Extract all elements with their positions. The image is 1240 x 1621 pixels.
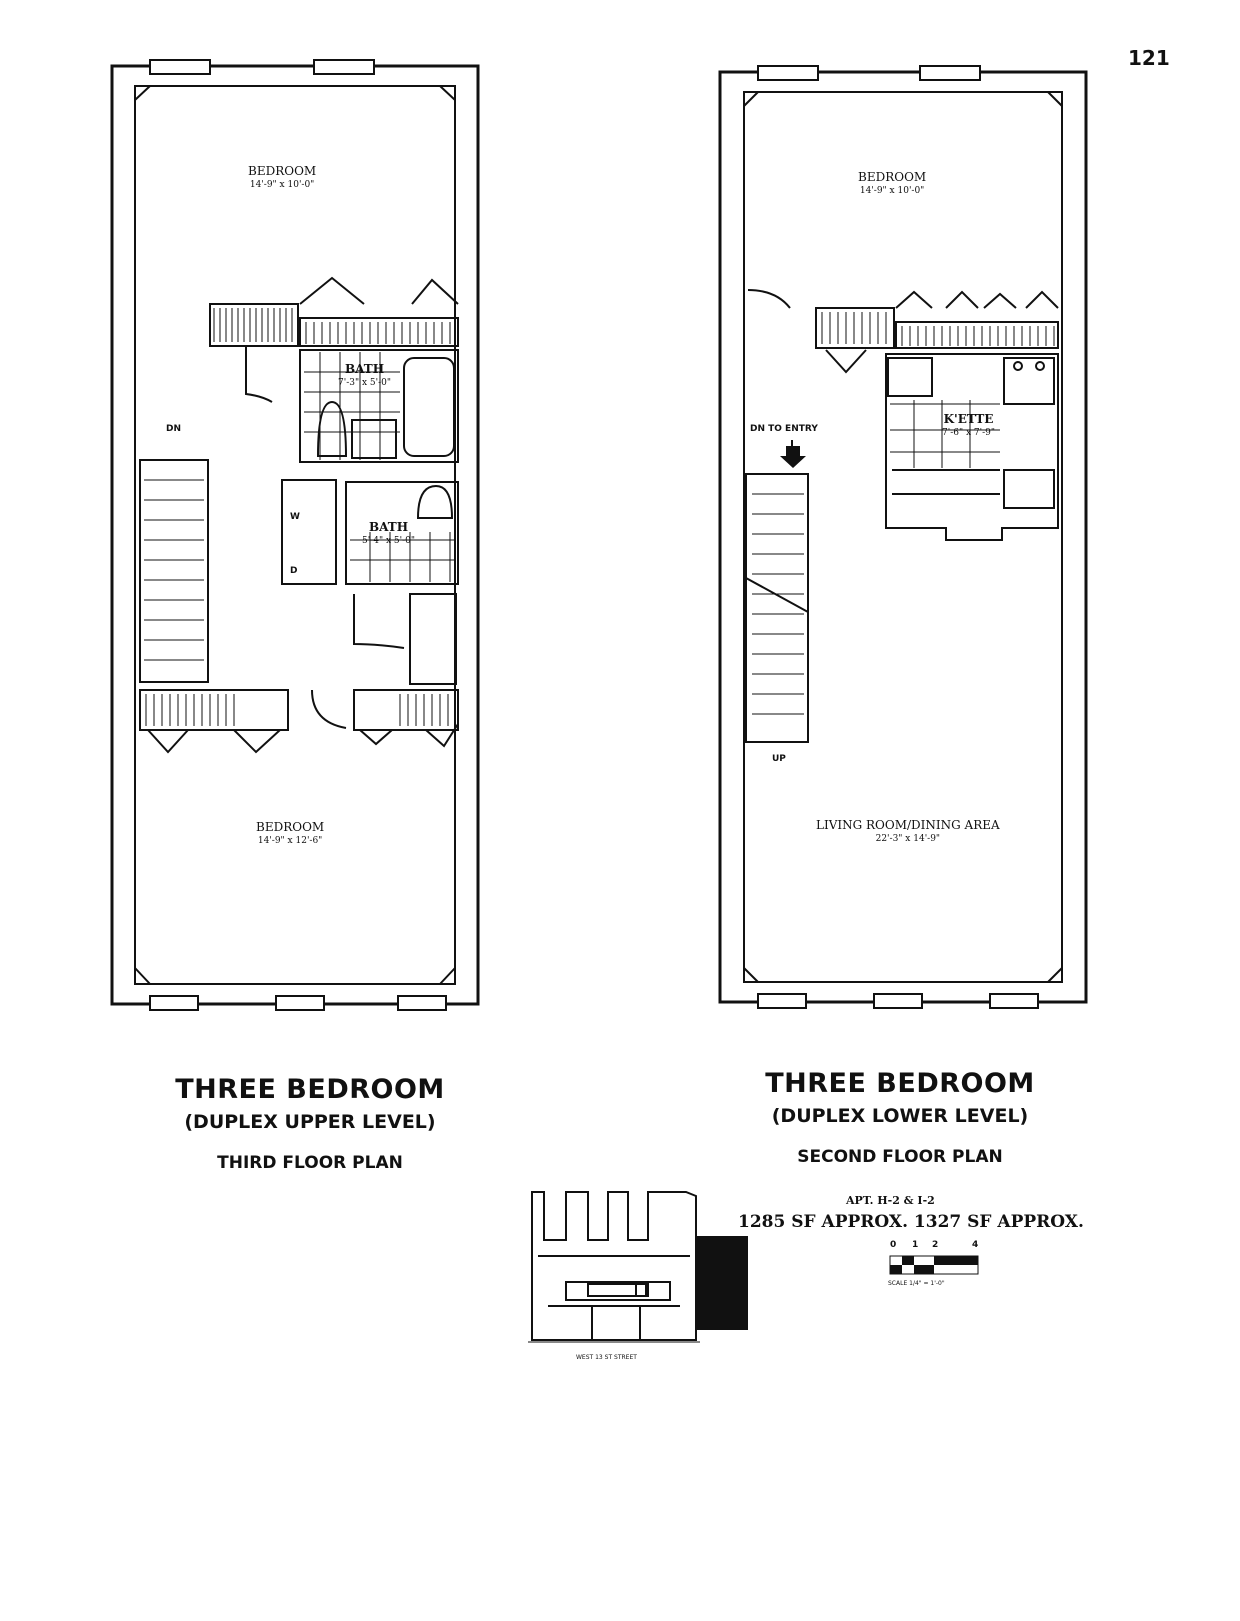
upper-plan-subtitle: (DUPLEX UPPER LEVEL)	[184, 1111, 436, 1133]
lower-bedroom-label: BEDROOM 14'-9" x 10'-0"	[858, 170, 927, 196]
upper-bedroom-top-label: BEDROOM 14'-9" x 10'-0"	[248, 164, 317, 190]
living-dining-label: LIVING ROOM/DINING AREA 22'-3" x 14'-9"	[816, 818, 1000, 844]
scale-tick-0: 0	[890, 1240, 897, 1250]
scale-bar-graphic	[888, 1254, 988, 1278]
scale-tick-1: 1	[912, 1240, 919, 1250]
lower-plan-floor: SECOND FLOOR PLAN	[797, 1147, 1003, 1167]
upper-bedroom-bottom-label: BEDROOM 14'-9" x 12'-6"	[256, 820, 325, 846]
upper-bath-1-label: BATH 7'-3" x 5'-0"	[338, 362, 392, 388]
upper-plan-title: THREE BEDROOM	[175, 1074, 445, 1105]
dryer-label: D	[290, 566, 298, 576]
upper-stair-dn-label: DN	[166, 424, 182, 434]
upper-plan-floor: THIRD FLOOR PLAN	[217, 1153, 403, 1173]
lower-plan-title: THREE BEDROOM	[765, 1068, 1035, 1099]
lower-stair-dn-label: DN TO ENTRY	[750, 424, 818, 434]
lower-plan-subtitle: (DUPLEX LOWER LEVEL)	[771, 1105, 1029, 1127]
washer-label: W	[290, 512, 300, 522]
key-plan-street-label: WEST 13 ST STREET	[576, 1354, 637, 1361]
upper-bath-2-label: BATH 5'-4" x 5'-0"	[362, 520, 416, 546]
kitchenette-label: K'ETTE 7'-6" x 7'-9"	[942, 412, 996, 438]
page-number: 121	[1128, 46, 1170, 70]
scale-bar	[888, 1240, 988, 1290]
key-plan-unit-highlight	[696, 1236, 748, 1330]
scale-label: SCALE 1/4" = 1'-0"	[888, 1280, 945, 1287]
apartment-label: APT. H-2 & I-2	[846, 1194, 935, 1207]
lower-stair-up-label: UP	[772, 754, 786, 764]
area-label: 1285 SF APPROX. 1327 SF APPROX.	[738, 1212, 1084, 1232]
scale-tick-2: 2	[932, 1240, 939, 1250]
scale-tick-4: 4	[972, 1240, 979, 1250]
